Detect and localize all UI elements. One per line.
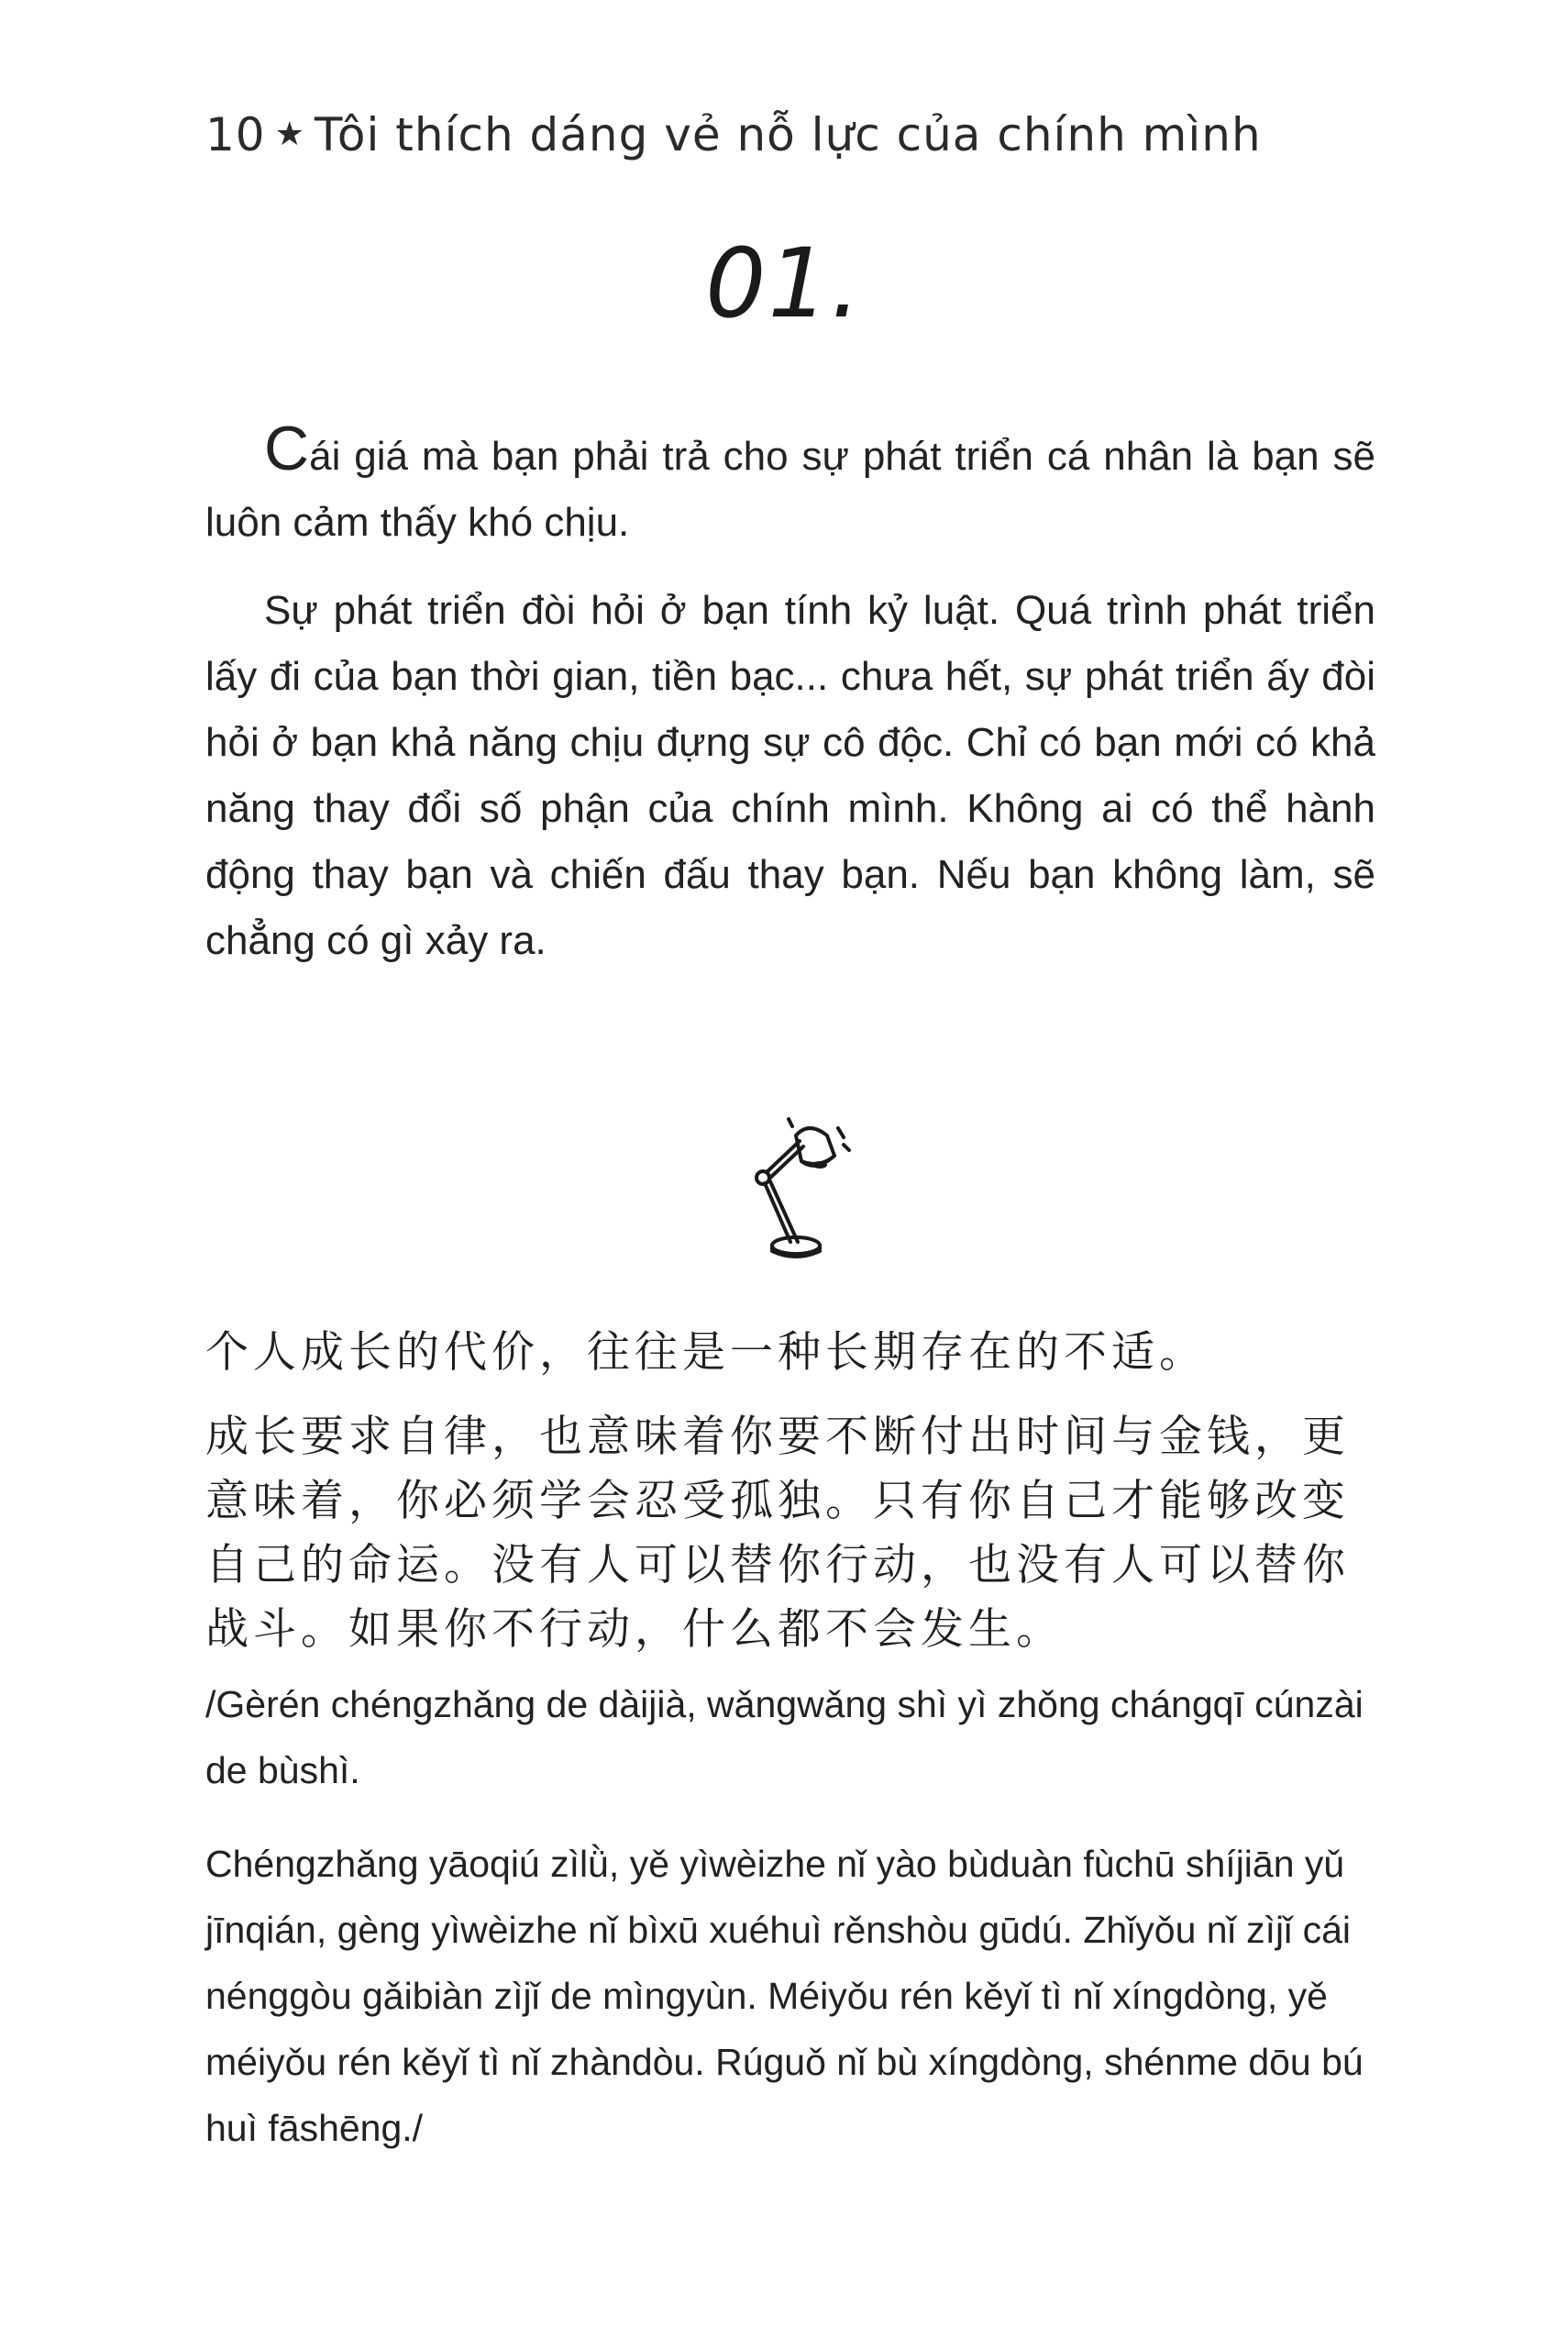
star-separator: ★	[274, 116, 305, 153]
chapter-number: 01.	[705, 227, 863, 339]
chinese-text	[205, 1321, 1388, 1682]
pinyin-text	[205, 1671, 1375, 2188]
chinese-paragraph-1: 个人成长的代价，往往是一种长期存在的不适。	[205, 1327, 1207, 1378]
vietnamese-text	[205, 414, 1375, 996]
vietnamese-paragraph-1	[205, 414, 1375, 556]
page-number: 10	[205, 108, 266, 161]
chinese-paragraph-2: 成长要求自律，也意味着你要不断付出时间与金钱，更意味着，你必须学会忍受孤独。只有你自己才能够改变自己的命运。没有人可以替你行动，也没有人可以替你战斗。如果你不行动，什么都不会发生。	[205, 1412, 1350, 1655]
book-title: Tôi thích dáng vẻ nỗ lực của chính mình	[314, 108, 1262, 161]
vietnamese-paragraph-1-text: ái giá mà bạn phải trả cho sự phát triển cá nhân là bạn sẽ luôn cảm thấy khó chịu.	[205, 434, 1375, 545]
drop-cap: C	[264, 414, 310, 483]
desk-lamp-icon	[724, 1108, 853, 1273]
pinyin-paragraph-2: Chéngzhǎng yāoqiú zìlǜ, yě yìwèizhe nǐ yào bùduàn fùchū shíjiān yǔ jīnqián, gèng yìwèizhe nǐ bìxū xuéhuì rěnshòu gūdú. Zhǐyǒu nǐ zìjǐ cái nénggòu gǎibiàn zìjǐ de mìngyùn. Méiyǒu rén kěyǐ tì nǐ xíngdòng, yě méiyǒu rén kěyǐ tì nǐ zhàndòu. Rúguǒ nǐ bù xíngdòng, shénme dōu bú huì fāshēng./	[205, 1843, 1364, 2149]
running-header	[205, 108, 1262, 161]
pinyin-paragraph-1: /Gèrén chéngzhǎng de dàijià, wǎngwǎng shì yì zhǒng chángqī cúnzài de bùshì.	[205, 1683, 1364, 1791]
vietnamese-paragraph-2: Sự phát triển đòi hỏi ở bạn tính kỷ luật. Quá trình phát triển lấy đi của bạn thời gian, tiền bạc... chưa hết, sự phát triển ấy đòi hỏi ở bạn khả năng chịu đựng sự cô độc. Chỉ có bạn mới có khả năng thay đổi số phận của chính mình. Không ai có thể hành động thay bạn và chiến đấu thay bạn. Nếu bạn không làm, sẽ chẳng có gì xảy ra.	[205, 588, 1375, 963]
